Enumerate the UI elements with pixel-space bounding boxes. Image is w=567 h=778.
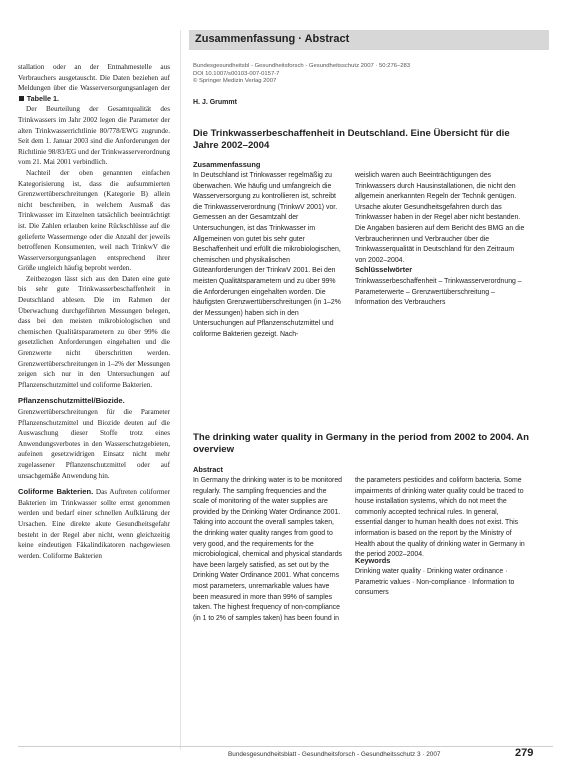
summary-text-col2: weislich waren auch Beeinträchtigungen des Trinkwassers durch Hausinstallationen, die nicht den allgemein anerkannten Regeln der Technik genügen. Ursache akuter Gesundheitsgefahren durch das Trinkwasser haben in der Regel aber nicht bestanden. Die Angaben basieren auf dem Bericht des BMG an die Verbraucherinnen und Verbraucher über die Trinkwasserqualität in Deutschland für den Zeitraum von 2002–2004.: [355, 172, 525, 264]
author-name: H. J. Grummt: [193, 99, 237, 106]
citation-journal: Bundesgesundheitsbl - Gesundheitsforsch - Gesundheitsschutz 2007 · 50:276–283: [193, 63, 411, 69]
page-number: 279: [515, 747, 534, 759]
article-title-german: Die Trinkwasserbeschaffenheit in Deutschland. Eine Übersicht für die Jahre 2002–2004: [193, 128, 510, 151]
table-marker-icon: [19, 96, 24, 101]
footer-journal-name: Bundesgesundheitsblatt - Gesundheitsforsch - Gesundheitsschutz 3 · 2007: [228, 751, 441, 758]
summary-text-col1: In Deutschland ist Trinkwasser regelmäßig zu überwachen. Wie häufig und umfangreich die Wasserversorgung zu kontrollieren ist, schreibt die Trinkwasserverordnung (TrinkwV 2001) vor. Gemessen an der Gesamtzahl der Untersuchungen, ist das Trinkwasser im Allgemeinen von gutet bis sehr guter Beschaffenheit und erfüllt die mikrobiologischen, chemischen und physikalischen Güteanforderungen der TrinkwV 2001. Bei den meisten Qualitätsparametern und zu über 99% die Anforderungen eingehalten worden. Die häufigsten Grenzwertüberschreitungen (in 1–2% der Messungen) haben sich in den Untersuchungen auf Pflanzenschutzmittel und coliforme Bakterien gezeigt. Nach-: [193, 172, 341, 338]
subheading-coliforms: Coliforme Bakterien.: [18, 487, 94, 497]
citation-meta: [193, 63, 533, 86]
abstract-text-col1: In Germany the drinking water is to be monitored regularly. The sampling frequencies and the scale of monitoring of the water supplies are provided by the Drinking Water Ordinance 2001. Taking into account the overall samples taken, the drinking water quality ranges from good to very good, and the requirements for the microbiological, chemical and physical standards have been largely satisfied, as set out by the Drinking Water Ordinance 2001. What concerns most parameters, unremarkable values have been measured in more than 99% of samples taken. The highest frequency of non-compliance (in 1 to 2% of samples taken) has been found in: [193, 477, 342, 622]
abstract-heading: Abstract: [193, 465, 223, 474]
section-title: Zusammenfassung · Abstract: [195, 33, 350, 45]
paragraph-intro: stallation oder an der Entnahmestelle aus Verbrauchers ausgetauscht. Die Daten beziehen auf Meldungen über die Wasserversorgungsanlagen der Tabelle 1.: [18, 63, 170, 103]
keywords-heading-english: Keywords: [355, 556, 391, 565]
paragraph-assessment: Der Beurteilung der Gesamtqualität des Trinkwassers im Jahr 2002 legen die Parameter der alten Trinkwasserrichtlinie 80/778/EWG zugrunde. Seit dem 1. Januar 2003 sind die Anforderungen der Richtlinie 98/83/EG und der Trinkwasserverordnung vom 21. Mai 2001 verbindlich.: [18, 105, 170, 167]
paragraph-categorization: Nachteil der oben genannten einfachen Kategorisierung ist, dass die aufsummierten Grenzwertüberschreitungen (Kategorie B) allein nicht beschreiben, in welchem Ausmaß das Trinkwasser im Einzelnen tatsächlich beeinträchtigt ist. Die Zahlen erlauben keine Rückschlüsse auf die gelieferte Wassermenge oder die Anzahl der jeweils betroffenen Konsumenten, weil nach TrinkwV die Wasserversorgungsanlagen entsprechend ihrer Größe ungleich häufig beprobt werden.: [18, 168, 170, 273]
keywords-english: Drinking water quality · Drinking water ordinance · Parametric values · Non-compliance · Information to consumers: [355, 568, 515, 597]
subheading-pesticides: Pflanzenschutzmittel/Biozide.: [18, 396, 125, 406]
paragraph-pesticides: Pflanzenschutzmittel/Biozide. Grenzwertüberschreitungen für die Parameter Pflanzenschutzmittel und Biozide deuten auf die Auswaschung dieser Stoffe trotz eines Anwendungsverbotes in den Wasserschutzgebieten, aufeinen gesetzwidrigen Einsatz nicht mehr zugelassener Pflanzenschutzmittel oder auf unsachgemäße Anwendung hin.: [18, 396, 170, 480]
article-title-english: The drinking water quality in Germany in the period from 2002 to 2004. An overview: [193, 432, 530, 455]
footer-rule: [18, 746, 553, 747]
column-divider: [180, 30, 181, 750]
keywords-heading-german: Schlüsselwörter: [355, 265, 413, 274]
table-reference-link[interactable]: Tabelle 1.: [26, 93, 60, 103]
section-header-bar: [189, 30, 549, 50]
keywords-german: Trinkwasserbeschaffenheit – Trinkwasserverordnung – Parameterwerte – Grenzwertüberschreitung – Information des Verbrauchers: [355, 278, 522, 307]
citation-copyright: © Springer Medizin Verlag 2007: [193, 78, 277, 85]
abstract-text-col2: the parameters pesticides and coliform bacteria. Some impairments of drinking water quality could be traced to house installation systems, which do not meet the commonly accepted technical rules. In general, essential danger to human health does not exist. This information is based on the report by the Ministry of Health about the quality of drinking water in Germany in the period 2002–2004.: [355, 477, 525, 559]
paragraph-coliforms: Coliforme Bakterien. Das Auftreten coliformer Bakterien im Trinkwasser sollte ernst genommen werden und bedarf einer schnellen Aufklärung der Ursachen. Eine direkte akute Gesundheitsgefahr besteht in der Regel aber nicht, wenn gleichzeitig keine eindeutigen Fäkalindikatoren nachgewiesen werden. Coliforme Bakterien: [18, 487, 170, 560]
summary-heading: Zusammenfassung: [193, 160, 261, 169]
left-body-column: [18, 62, 170, 561]
paragraph-summary: Zeitbezogen lässt sich aus den Daten eine gute bis sehr gute Trinkwasserbeschaffenheit in Deutschland ablesen. Die im Rahmen der Überwachung durchgeführten Messungen belegen, dass bei den meisten mikrobiologischen und chemischen Qualitätsparametern zu über 99% die gesetzlichen Anforderungen eingehalten und die Grenzwerte nicht überschritten werden. Grenzwertüberschreitungen in 1–2% der Messungen zeigen sich nur in den Untersuchungen auf Pflanzenschutzmittel und coliforme Bakterien.: [18, 274, 170, 389]
citation-doi[interactable]: DOI 10.1007/s00103-007-0157-7: [193, 70, 280, 77]
